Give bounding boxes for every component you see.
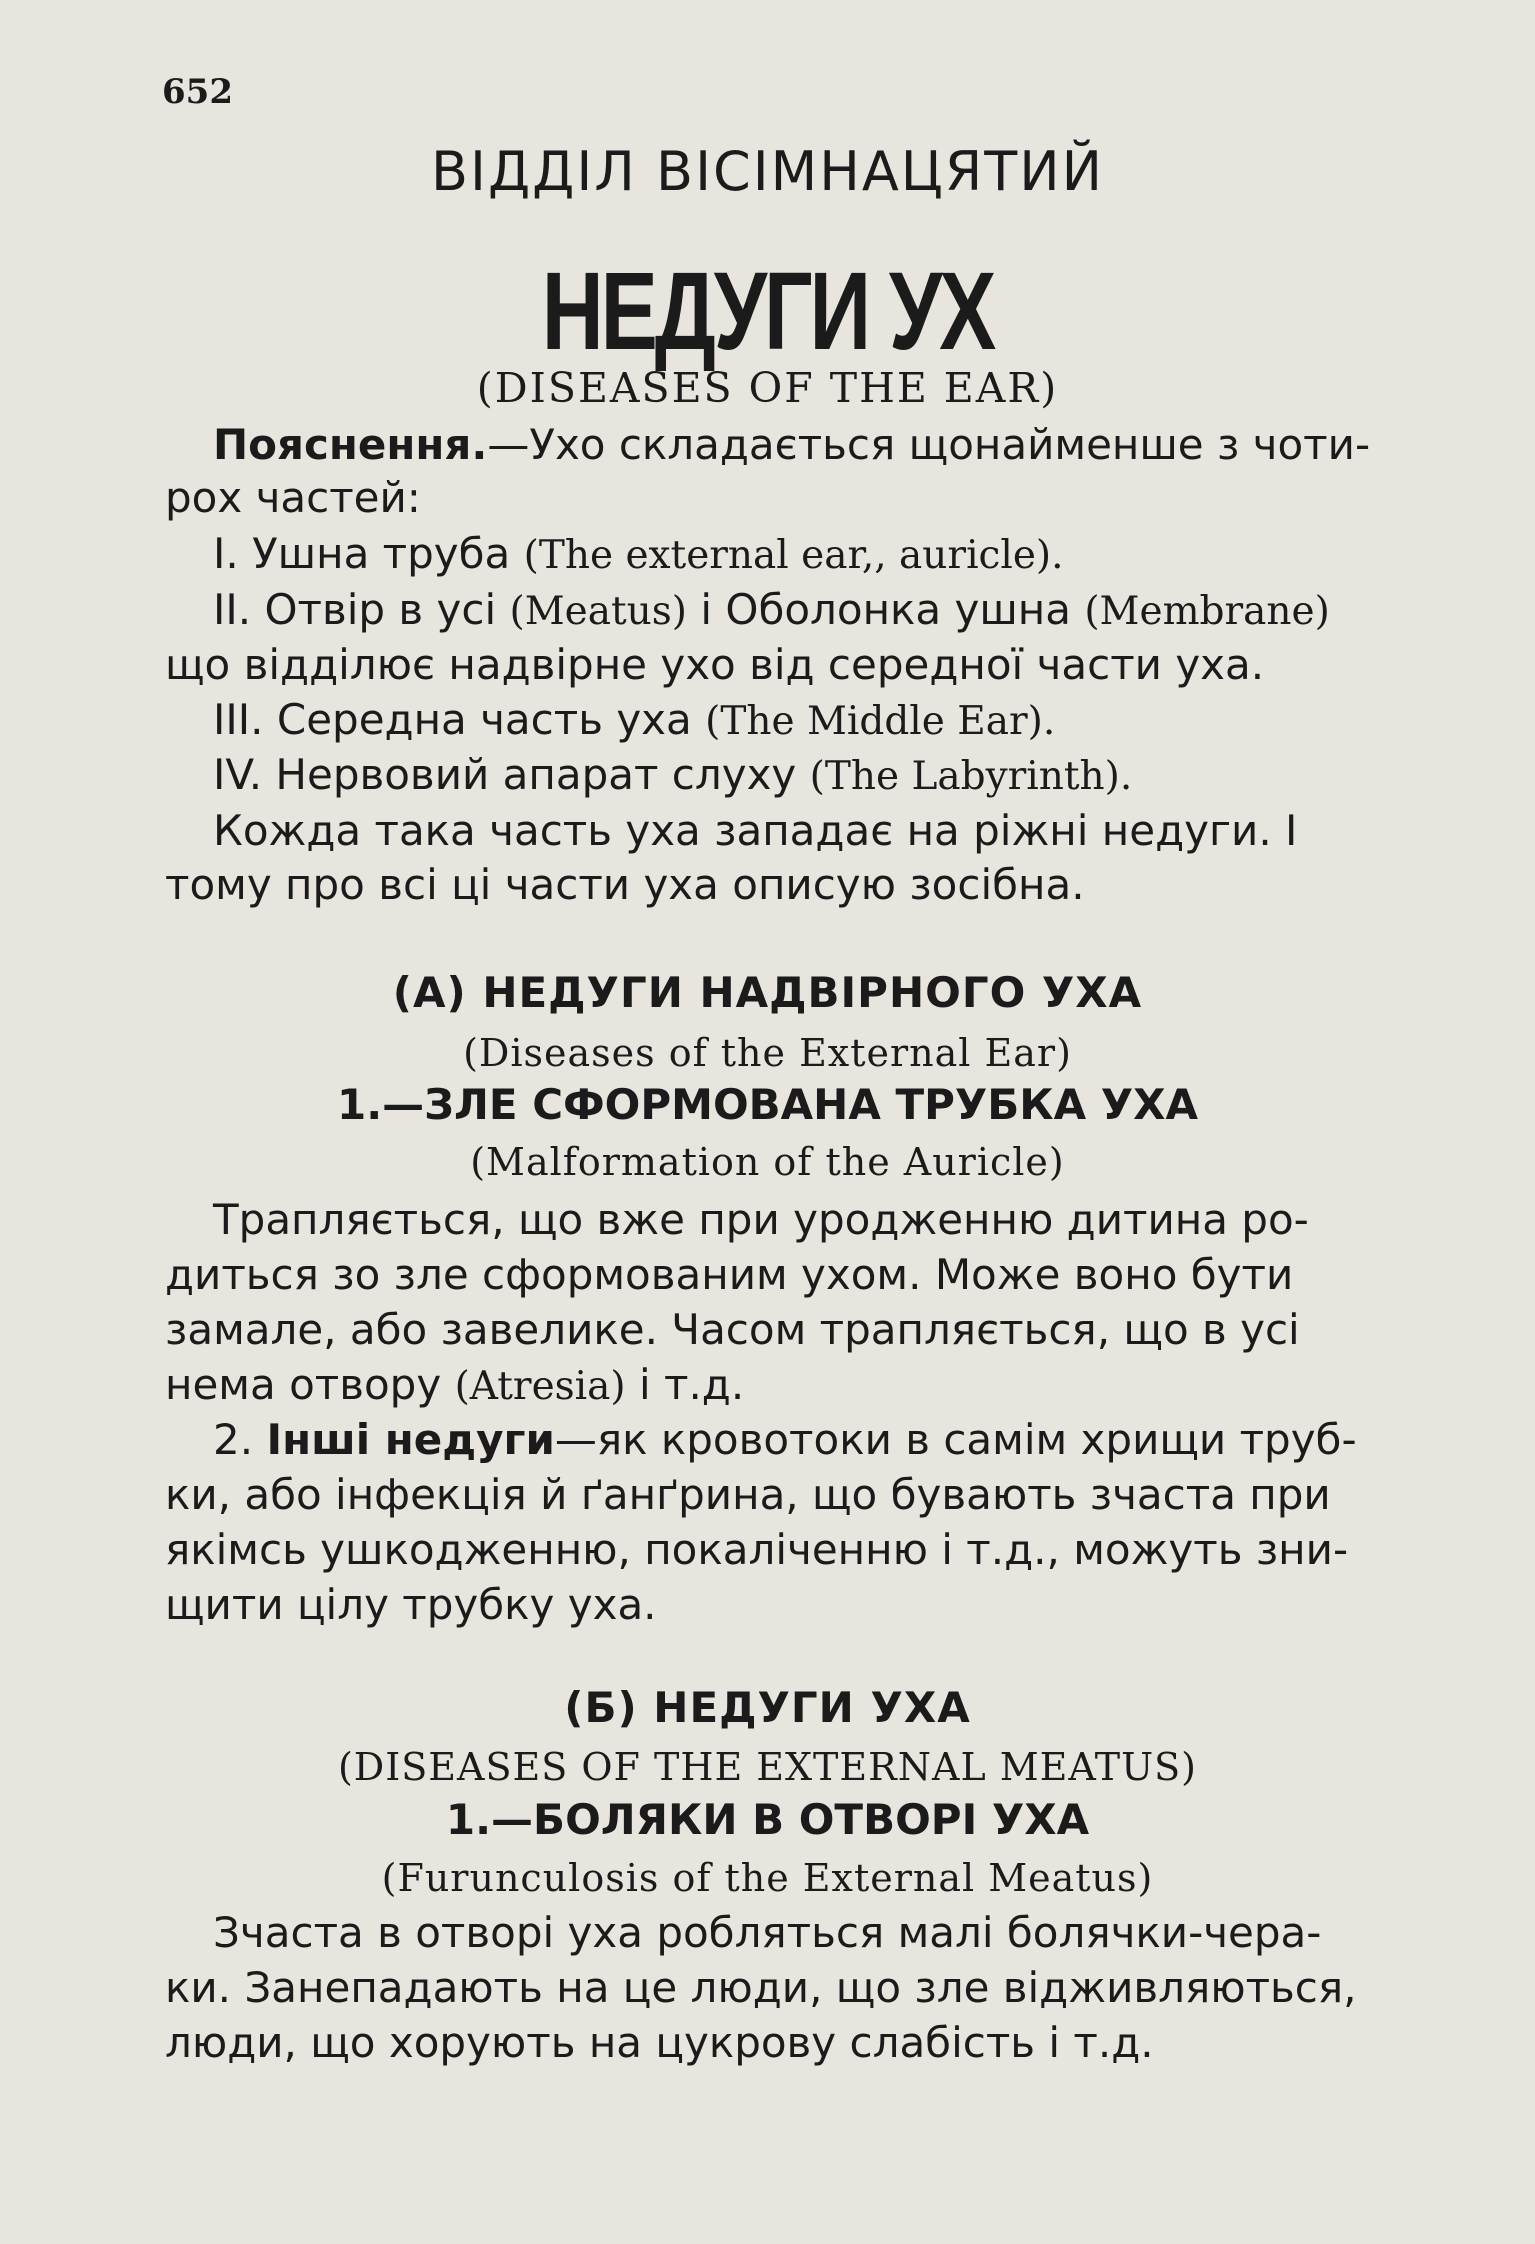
section-a-sub-english: (Malformation of the Auricle) (470, 1140, 1065, 1184)
section-b-heading: (Б) НЕДУГИ УХА (564, 1683, 971, 1732)
list-item-iv (213, 748, 1132, 803)
intro-paragraph-line-2: тому про всі ці части уха описую зосібна. (165, 860, 1085, 909)
list-item-iii (213, 693, 1055, 748)
section-a-p2-number: 2. (213, 1415, 267, 1464)
section-a-p1-tail: і т.д. (625, 1360, 745, 1409)
section-a-p1-line-4-text: нема отвору (165, 1360, 455, 1409)
list-item-ii-english-1: (Meatus) (509, 589, 688, 634)
section-b-p-line-3: люди, що хорують на цукрову слабість і т.д. (165, 2018, 1154, 2067)
section-a-english: (Diseases of the External Ear) (463, 1031, 1072, 1075)
chapter-title: НЕДУГИ УХ (541, 250, 994, 373)
section-a-p1-line-4 (165, 1358, 744, 1413)
section-a-p2-label: Інші недуги (266, 1415, 555, 1464)
section-a-p2-line-2: ки, або інфекція й ґанґрина, що бувають зчаста при (165, 1470, 1331, 1519)
list-item-ii-english-2: (Membrane) (1084, 589, 1330, 634)
list-item-ii (213, 583, 1330, 638)
page-number: 652 (162, 72, 233, 112)
section-a-p1-line-3: замале, або завелике. Часом трапляється, що в усі (165, 1305, 1300, 1354)
section-b-english: (DISEASES OF THE EXTERNAL MEATUS) (337, 1745, 1198, 1789)
section-a-p2-line-4: щити цілу трубку уха. (165, 1580, 657, 1629)
section-a-p2-line-3: якімсь ушкодженню, покаліченню і т.д., можуть зни- (165, 1525, 1349, 1574)
section-heading: ВІДДІЛ ВІСІМНАЦЯТИЙ (430, 140, 1104, 203)
section-a-p1-english: (Atresia) (454, 1364, 626, 1409)
section-b-p-line-1: Зчаста в отворі уха робляться малі болячки-чера- (213, 1908, 1322, 1957)
list-item-ii-text-2: і Оболонка ушна (687, 585, 1085, 634)
section-a-p2-line-1-text: —як кровотоки в самім хрищи труб- (554, 1415, 1357, 1464)
list-item-i-text: І. Ушна труба (213, 529, 524, 578)
section-a-heading: (А) НЕДУГИ НАДВІРНОГО УХА (392, 968, 1143, 1017)
section-a-p1-line-2: диться зо зле сформованим ухом. Може воно бути (165, 1250, 1294, 1299)
section-a-p1-line-1: Трапляється, що вже при уродженню дитина ро- (213, 1195, 1309, 1244)
list-item-i-english: (The external ear,, auricle). (523, 533, 1064, 578)
section-a-p2-line-1 (213, 1413, 1357, 1466)
intro-line-1 (213, 418, 1370, 471)
section-b-sub-english: (Furunculosis of the External Meatus) (381, 1856, 1154, 1900)
list-item-iii-text: ІІІ. Середна часть уха (213, 695, 706, 744)
intro-text: —Ухо складається щонайменше з чоти- (487, 420, 1371, 469)
intro-line-2: рох частей: (165, 473, 421, 522)
list-item-ii-text: ІІ. Отвір в усі (213, 585, 510, 634)
chapter-subtitle: (DISEASES OF THE EAR) (476, 364, 1059, 412)
section-b-subheading: 1.—БОЛЯКИ В ОТВОРІ УХА (445, 1795, 1090, 1844)
section-b-p-line-2: ки. Занепадають на це люди, що зле відживляються, (165, 1963, 1357, 2012)
intro-label: Пояснення. (213, 420, 488, 469)
section-a-subheading: 1.—ЗЛЕ СФОРМОВАНА ТРУБКА УХА (336, 1080, 1199, 1129)
list-item-iii-english: (The Middle Ear). (705, 699, 1056, 744)
list-item-i (213, 527, 1064, 582)
list-item-iv-text: IV. Нервовий апарат слуху (213, 750, 810, 799)
intro-paragraph-line-1: Кожда така часть уха западає на ріжні недуги. І (213, 806, 1298, 855)
list-item-ii-line-2: що відділює надвірне ухо від середної части уха. (165, 640, 1265, 689)
list-item-iv-english: (The Labyrinth). (809, 754, 1133, 799)
